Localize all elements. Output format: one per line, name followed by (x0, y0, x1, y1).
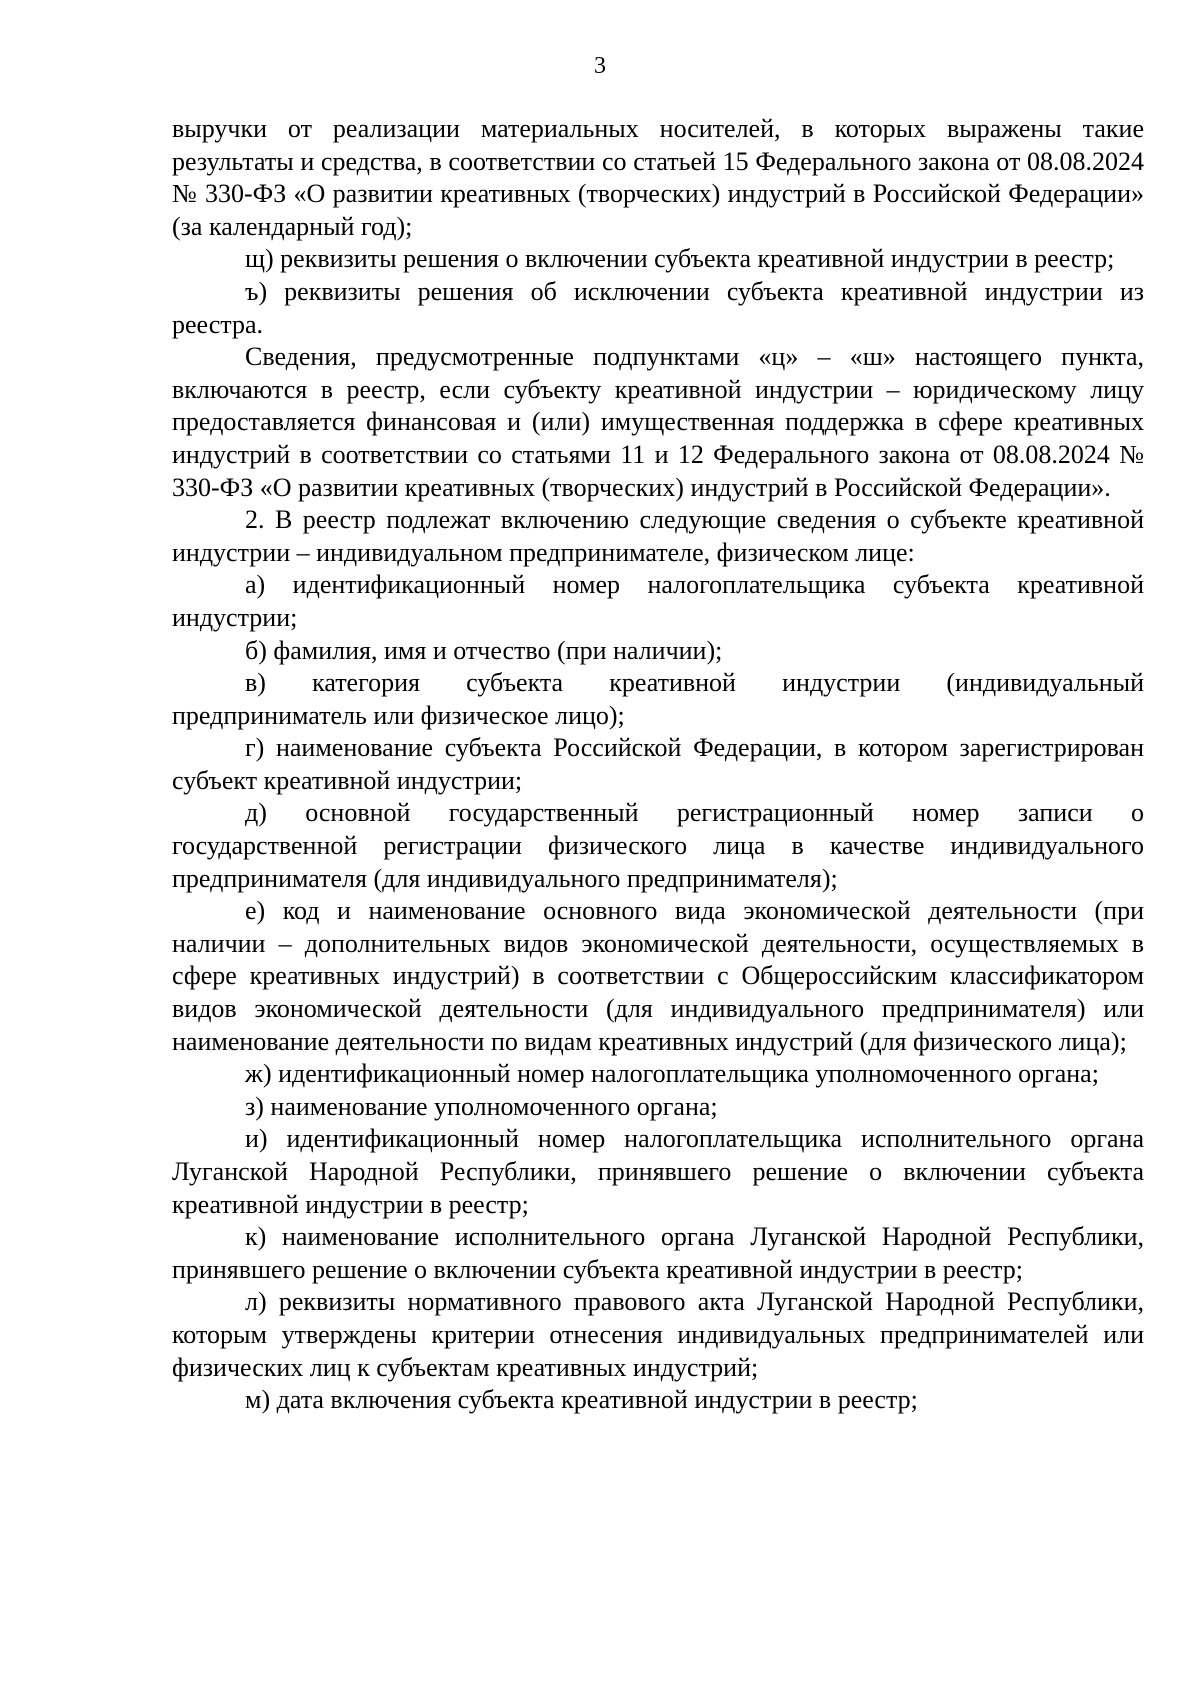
document-body (172, 113, 1144, 1417)
list-item-b: б) фамилия, имя и отчество (при наличии); (245, 635, 723, 665)
list-item-a: а) идентификационный номер налогоплательщика субъекта креативной индустрии; (172, 570, 1144, 632)
list-item-shcha: щ) реквизиты решения о включении субъекта креативной индустрии в реестр; (245, 244, 1115, 274)
list-item-g: г) наименование субъекта Российской Федерации, в котором зарегистрирован субъект креативной индустрии; (172, 733, 1144, 795)
list-item-z: з) наименование уполномоченного органа; (245, 1091, 718, 1121)
paragraph-note: Сведения, предусмотренные подпунктами «ц» – «ш» настоящего пункта, включаются в реестр, если субъекту креативной индустрии – юридическому лицу предоставляется финансовая и (или) имущественная поддержка в сфере креативных индустрий в соответствии со статьями 11 и 12 Федерального закона от 08.08.2024 № 330-ФЗ «О развитии креативных (творческих) индустрий в Российской Федерации». (172, 342, 1144, 502)
list-item-zh: ж) идентификационный номер налогоплательщика уполномоченного органа; (245, 1059, 1099, 1089)
paragraph-continuation: выручки от реализации материальных носителей, в которых выражены такие результаты и средства, в соответствии со статьей 15 Федерального закона от 08.08.2024 № 330-ФЗ «О развитии креативных (творческих) индустрий в Российской Федерации» (за календарный год); (172, 114, 1144, 241)
list-item-hard-sign: ъ) реквизиты решения об исключении субъекта креативной индустрии из реестра. (172, 276, 1144, 339)
list-item-k: к) наименование исполнительного органа Луганской Народной Республики, принявшего решение о включении субъекта креативной индустрии в реестр; (172, 1222, 1144, 1284)
list-item-l: л) реквизиты нормативного правового акта Луганской Народной Республики, которым утверждены критерии отнесения индивидуальных предпринимателей или физических лиц к субъектам креативных индустрий; (172, 1287, 1144, 1382)
page-number: 3 (594, 53, 606, 79)
clause-2: 2. В реестр подлежат включению следующие сведения о субъекте креативной индустрии – индивидуальном предпринимателе, физическом лице: (172, 505, 1144, 567)
list-item-i: и) идентификационный номер налогоплательщика исполнительного органа Луганской Народной Республики, принявшего решение о включении субъекта креативной индустрии в реестр; (172, 1124, 1144, 1219)
list-item-e: е) код и наименование основного вида экономической деятельности (при наличии – дополнительных видов экономической деятельности, осуществляемых в сфере креативных индустрий) в соответствии с Общероссийским классификатором видов экономической деятельности (для индивидуального предпринимателя) или наименование деятельности по видам креативных индустрий (для физического лица); (172, 896, 1144, 1056)
list-item-m: м) дата включения субъекта креативной индустрии в реестр; (245, 1385, 918, 1415)
list-item-v: в) категория субъекта креативной индустрии (индивидуальный предприниматель или физическое лицо); (172, 668, 1144, 730)
list-item-d: д) основной государственный регистрационный номер записи о государственной регистрации физического лица в качестве индивидуального предпринимателя (для индивидуального предпринимателя); (172, 798, 1144, 893)
